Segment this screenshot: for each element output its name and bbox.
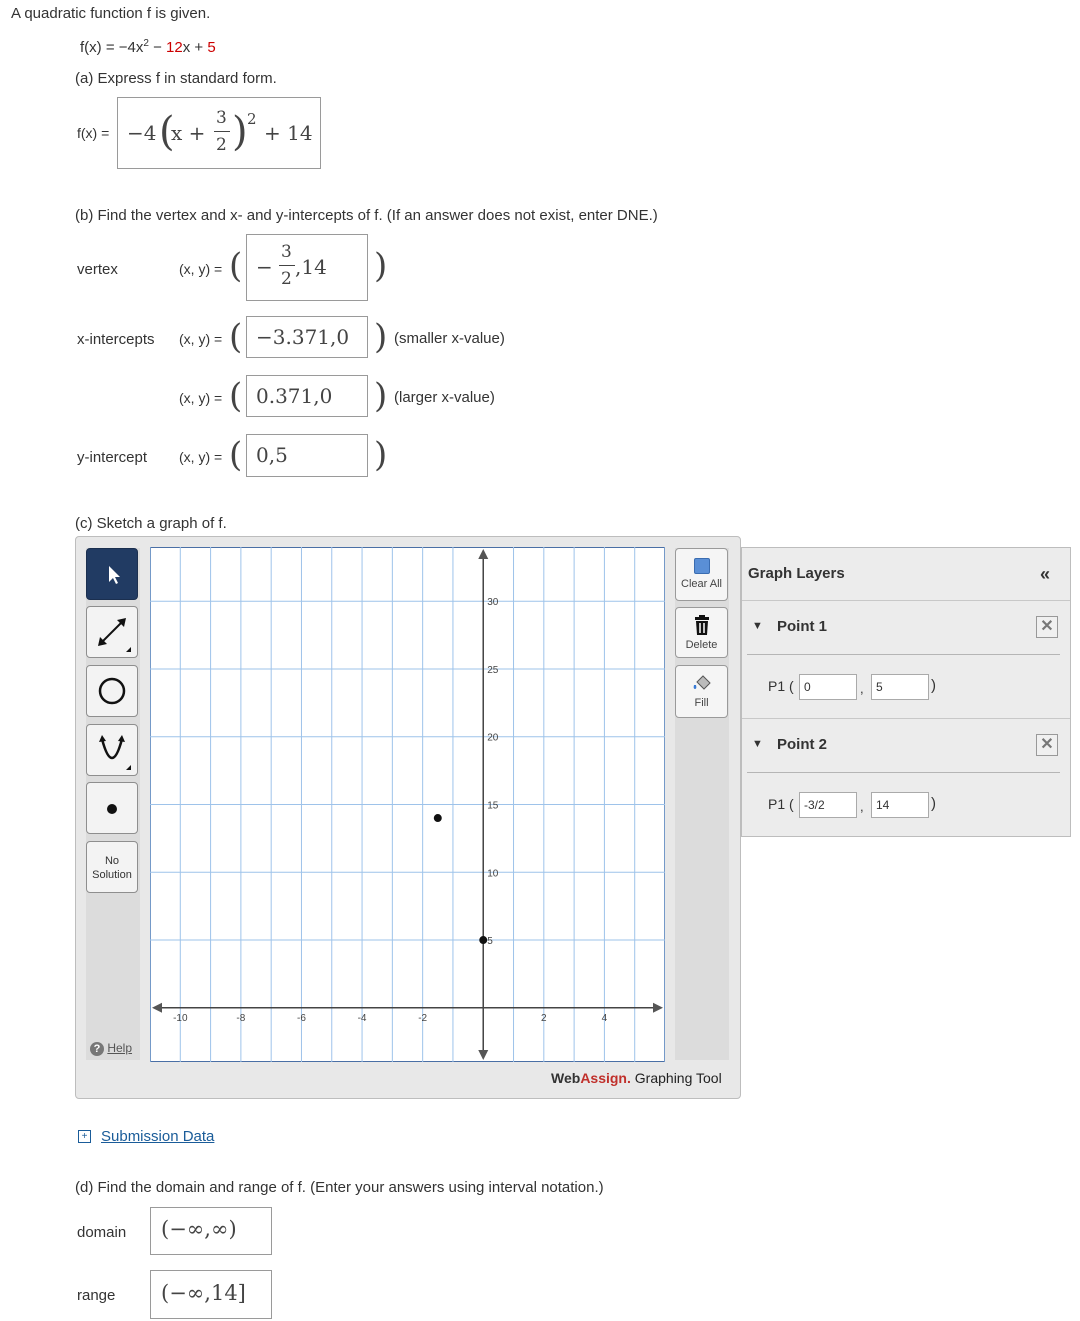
point2-close: ) bbox=[931, 795, 936, 812]
y-tick-label: 30 bbox=[487, 597, 499, 609]
graph-layers-title: Graph Layers bbox=[748, 565, 845, 582]
part-c-prompt: (c) Sketch a graph of f. bbox=[75, 515, 227, 532]
graph-layers-panel bbox=[741, 547, 1071, 837]
larger-note: (larger x-value) bbox=[394, 389, 495, 406]
pointer-icon bbox=[87, 549, 137, 599]
x-tick-label: 4 bbox=[601, 1012, 608, 1024]
graph-canvas[interactable] bbox=[150, 547, 665, 1062]
graph-point bbox=[479, 936, 487, 944]
y-tick-label: 25 bbox=[487, 664, 499, 676]
no-solution-button[interactable]: No Solution bbox=[86, 841, 138, 893]
smaller-note: (smaller x-value) bbox=[394, 330, 505, 347]
y-tick-label: 10 bbox=[487, 868, 499, 880]
circle-icon bbox=[87, 666, 137, 716]
yint-xy-label: (x, y) = bbox=[179, 449, 223, 465]
x-tick-label: -10 bbox=[173, 1012, 188, 1024]
y-tick-label: 20 bbox=[487, 732, 499, 744]
point2-comma: , bbox=[860, 799, 864, 814]
submission-data-link[interactable]: Submission Data bbox=[101, 1128, 215, 1145]
point2-x-input[interactable]: -3/2 bbox=[799, 792, 857, 818]
intro-text: A quadratic function f is given. bbox=[11, 5, 211, 22]
point-tool-button[interactable] bbox=[86, 782, 138, 834]
x-tick-label: -2 bbox=[418, 1012, 428, 1024]
point1-comma: , bbox=[860, 681, 864, 696]
x-intercepts-label: x-intercepts bbox=[77, 331, 155, 348]
paint-bucket-icon bbox=[690, 672, 714, 696]
xint1-xy-label: (x, y) = bbox=[179, 331, 223, 347]
layer-point1-name: Point 1 bbox=[777, 618, 828, 635]
line-tool-button[interactable] bbox=[86, 606, 138, 658]
fill-button[interactable]: Fill bbox=[675, 665, 728, 718]
domain-label: domain bbox=[77, 1224, 127, 1241]
range-label: range bbox=[77, 1287, 116, 1304]
x-intercept-smaller-answer[interactable]: −3.371,0 bbox=[246, 316, 368, 358]
clear-all-button[interactable]: Clear All bbox=[675, 548, 728, 601]
webassign-brand: WebAssign. Graphing Tool bbox=[551, 1070, 722, 1086]
vertex-xy-label: (x, y) = bbox=[179, 261, 223, 277]
line-arrow-icon bbox=[87, 607, 137, 657]
pointer-tool-button[interactable] bbox=[86, 548, 138, 600]
part-b-prompt: (b) Find the vertex and x- and y-intercepts of f. (If an answer does not exist, enter DNE.) bbox=[75, 207, 658, 224]
standard-form-answer[interactable]: −4 ( x + 3 2 ) 2 + 14 bbox=[117, 97, 321, 169]
point2-expand-icon[interactable]: ▼ bbox=[752, 738, 763, 750]
x-tick-label: 2 bbox=[541, 1012, 547, 1024]
point1-expand-icon[interactable]: ▼ bbox=[752, 620, 763, 632]
y-tick-label: 15 bbox=[487, 800, 499, 812]
function-definition: $f(x) = -4x^2 - 12x + 5$ bbox=[80, 38, 216, 56]
y-tick-label: 5 bbox=[487, 936, 493, 948]
layer-point1-prefix: P1 ( bbox=[768, 678, 794, 694]
clear-icon bbox=[694, 558, 710, 574]
help-link[interactable]: ? Help bbox=[90, 1041, 132, 1056]
expand-submission-icon[interactable]: + bbox=[78, 1130, 91, 1143]
point2-remove-icon[interactable]: ✕ bbox=[1036, 734, 1058, 756]
x-tick-label: -6 bbox=[297, 1012, 306, 1024]
point1-y-input[interactable]: 5 bbox=[871, 674, 929, 700]
vertex-answer[interactable]: − 3 2 ,14 bbox=[246, 234, 368, 301]
x-tick-label: -4 bbox=[357, 1012, 367, 1024]
range-answer[interactable]: (−∞,14] bbox=[150, 1270, 272, 1319]
collapse-layers-icon[interactable]: « bbox=[1040, 564, 1051, 584]
x-intercept-larger-answer[interactable]: 0.371,0 bbox=[246, 375, 368, 417]
domain-answer[interactable]: (−∞,∞) bbox=[150, 1207, 272, 1255]
circle-tool-button[interactable] bbox=[86, 665, 138, 717]
point1-x-input[interactable]: 0 bbox=[799, 674, 857, 700]
x-tick-label: -8 bbox=[236, 1012, 246, 1024]
layer-point2-name: Point 2 bbox=[777, 736, 828, 753]
parabola-tool-button[interactable] bbox=[86, 724, 138, 776]
point1-remove-icon[interactable]: ✕ bbox=[1036, 616, 1058, 638]
layer-point2-prefix: P1 ( bbox=[768, 796, 794, 812]
y-intercept-label: y-intercept bbox=[77, 449, 148, 466]
y-intercept-answer[interactable]: 0,5 bbox=[246, 434, 368, 477]
vertex-label: vertex bbox=[77, 261, 118, 278]
trash-icon bbox=[690, 613, 714, 637]
delete-button[interactable]: Delete bbox=[675, 607, 728, 658]
point1-close: ) bbox=[931, 677, 936, 694]
point2-y-input[interactable]: 14 bbox=[871, 792, 929, 818]
graph-point bbox=[434, 814, 442, 822]
part-d-prompt: (d) Find the domain and range of f. (Enter your answers using interval notation.) bbox=[75, 1179, 604, 1196]
parabola-icon bbox=[87, 725, 137, 775]
help-icon: ? bbox=[90, 1042, 104, 1056]
part-a-label: f(x) = bbox=[77, 125, 110, 141]
point-icon bbox=[87, 783, 137, 833]
part-a-prompt: (a) Express f in standard form. bbox=[75, 70, 277, 87]
xint2-xy-label: (x, y) = bbox=[179, 390, 223, 406]
